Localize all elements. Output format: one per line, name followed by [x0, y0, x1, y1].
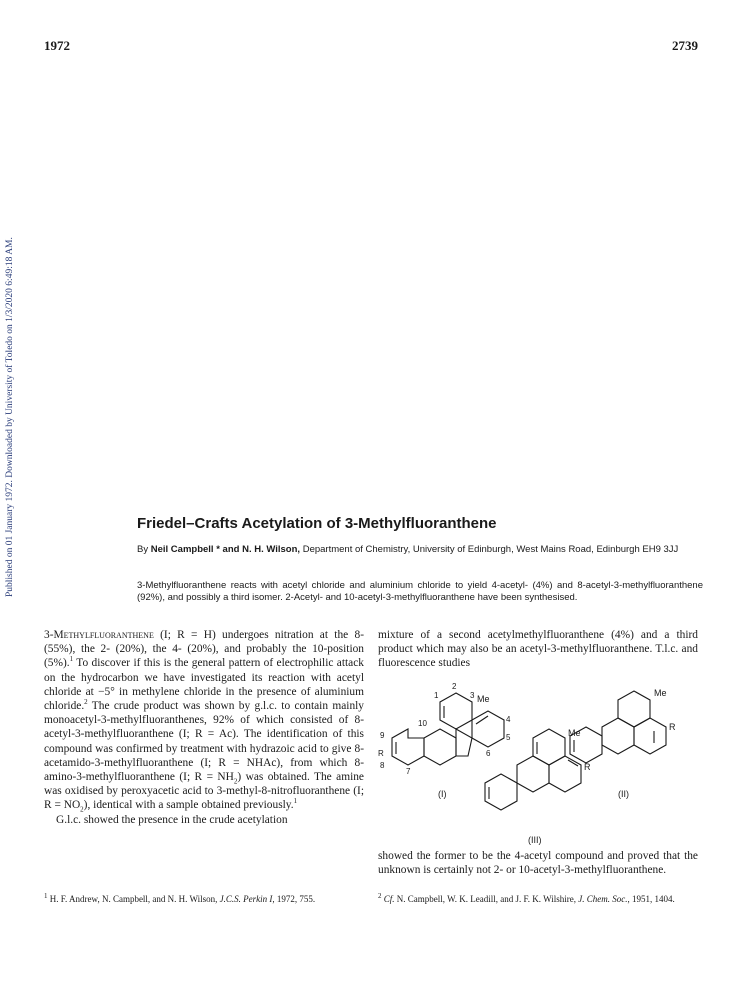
- corresponding-star: *: [216, 544, 220, 555]
- locant-4: 4: [506, 715, 511, 724]
- locant-7: 7: [406, 767, 411, 776]
- footnote-2-authors: N. Campbell, W. K. Leadill, and J. F. K. Wilshire,: [394, 894, 579, 904]
- para1-text-e: ), identical with a sample obtained previously.: [83, 799, 294, 812]
- subscript-2b: 2: [80, 805, 84, 814]
- label-III: (III): [528, 835, 542, 845]
- locant-9: 9: [380, 731, 385, 740]
- page-number: 2739: [672, 38, 698, 53]
- body-right-bottom: [378, 849, 698, 877]
- footnote-2-citation: , 1951, 1404.: [627, 894, 675, 904]
- para1-text-d: ) was obtained. The amine was oxidised by peroxyacetic acid to 3-methyl-8-nitrofluoranthene (I; R = NO: [44, 771, 364, 812]
- subscript-2a: 2: [233, 777, 238, 786]
- footnote-2-journal: J. Chem. Soc.: [578, 894, 628, 904]
- footnote-1-authors: H. F. Andrew, N. Campbell, and N. H. Wilson,: [47, 894, 220, 904]
- ref-2[interactable]: 2: [84, 698, 88, 707]
- download-watermark[interactable]: Published on 01 January 1972. Downloaded by University of Toledo on 1/3/2020 6:49:18 AM.: [5, 237, 15, 597]
- paragraph-1: [44, 628, 364, 813]
- methyl-label-III: Me: [568, 728, 581, 738]
- journal-year: 1972: [44, 38, 70, 53]
- ref-1b[interactable]: 1: [293, 797, 298, 806]
- label-I: (I): [438, 789, 447, 799]
- affiliation: Department of Chemistry, University of Edinburgh, West Mains Road, Edinburgh EH9 3JJ: [302, 544, 679, 555]
- ref-1[interactable]: 1: [69, 655, 74, 664]
- body-right-top: [378, 628, 698, 671]
- footnote-2: [378, 894, 698, 905]
- right-paragraph-top: mixture of a second acetylmethylfluoranthene (4%) and a third product which may also be an acetyl-3-methylfluoranthene. T.l.c. and fluorescence studies: [378, 629, 698, 670]
- locant-10: 10: [418, 719, 427, 728]
- r-label-III: R: [584, 762, 591, 772]
- methyl-label-I: Me: [477, 694, 490, 704]
- paragraph-2: G.l.c. showed the presence in the crude acetylation: [56, 813, 288, 826]
- methyl-label-II: Me: [654, 688, 667, 698]
- article-title: Friedel–Crafts Acetylation of 3-Methylfluoranthene: [137, 515, 497, 532]
- para1-text-a: (I; R = H) undergoes nitration at the 8- (55%), the 2- (20%), the 4- (20%), and probably the 10-position (5%).: [44, 629, 364, 670]
- abstract: 3-Methylfluoranthene reacts with acetyl chloride and aluminium chloride to yield 4-acetyl- (4%) and 8-acetyl-3-methylfluoranthene (92%), and possibly a third isomer. 2-Acetyl- and 10-acetyl-3-methylfluoranthene have been synthesised.: [137, 580, 703, 603]
- right-paragraph-bottom: showed the former to be the 4-acetyl compound and proved that the unknown is certainly not 2- or 10-acetyl-3-methylfluoranthene.: [378, 850, 698, 877]
- chemical-structures: [378, 676, 698, 846]
- label-II: (II): [618, 789, 629, 799]
- locant-3: 3: [470, 691, 475, 700]
- r-label-I: R: [378, 749, 384, 758]
- body-left-column: [44, 628, 364, 827]
- lead-compound: 3-Methylfluoranthene: [44, 629, 154, 641]
- structure-I: [378, 682, 511, 799]
- footnote-1-citation: , 1972, 755.: [272, 894, 316, 904]
- r-label-II: R: [669, 722, 676, 732]
- locant-5: 5: [506, 733, 511, 742]
- and-word: and: [222, 544, 240, 555]
- para1-text-b: To discover if this is the general pattern of electrophilic attack on the hydrocarbon we have investigated its reaction with acetyl chloride at −5° in methylene chloride in the presence of aluminium chloride.: [44, 657, 364, 713]
- footnote-1: [44, 894, 364, 905]
- footnote-2-number: 2: [378, 892, 382, 900]
- locant-1: 1: [434, 691, 439, 700]
- locant-6: 6: [486, 749, 491, 758]
- footnote-1-number: 1: [44, 892, 48, 900]
- by-word: By: [137, 544, 149, 555]
- footnote-1-journal: J.C.S. Perkin I: [219, 894, 273, 904]
- author-wilson: N. H. Wilson,: [242, 544, 301, 555]
- structure-II: [570, 688, 676, 799]
- footnote-2-cf: Cf.: [383, 894, 395, 904]
- locant-2: 2: [452, 682, 457, 691]
- structure-III: [485, 728, 591, 845]
- author-campbell: Neil Campbell: [150, 544, 214, 555]
- para1-text-c: The crude product was shown by g.l.c. to contain mainly monoacetyl-3-methylfluoranthenes, 92% of which consisted of 8-acetyl-3-methylfluoranthene (I; R = Ac). The identification of this compound was confirmed by treatment with hydrazoic acid to give 8-acetamido-3-methylfluoranthene (I; R = NHAc), from which 8-amino-3-methylfluoranthene (I; R = NH: [44, 700, 364, 784]
- byline: [137, 544, 703, 556]
- locant-8: 8: [380, 761, 385, 770]
